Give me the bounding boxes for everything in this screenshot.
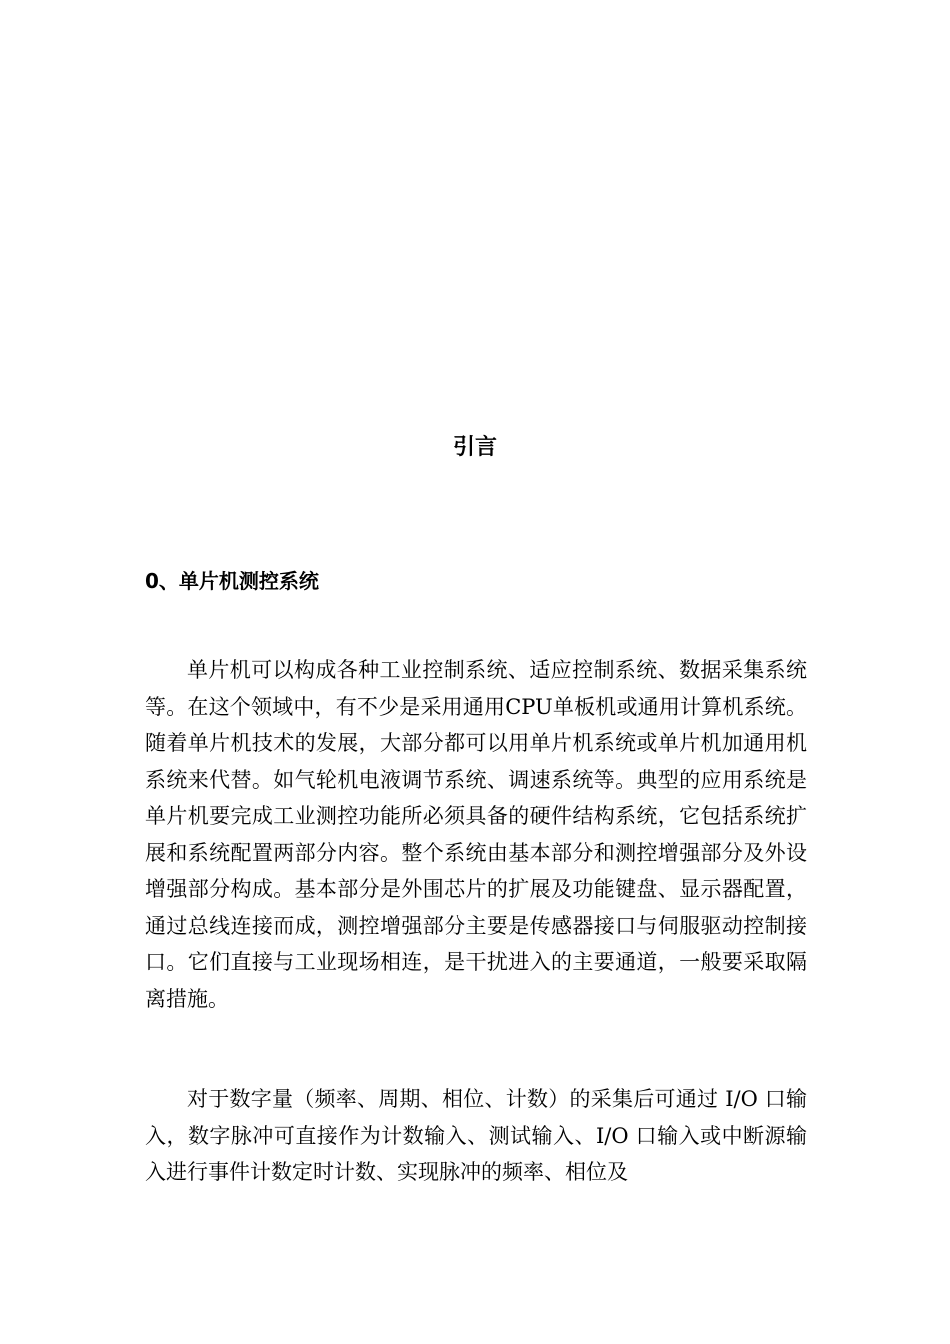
body-paragraph: 单片机可以构成各种工业控制系统、适应控制系统、数据采集系统等。在这个领域中，有不少是采用通用CPU单板机或通用计算机系统。随着单片机技术的发展，大部分都可以用单片机系统或单片机加通用机系统来代替。如气轮机电液调节系统、调速系统等。典型的应用系统是单片机要完成工业测控功能所必须具备的硬件结构系统，它包括系统扩展和系统配置两部分内容。整个系统由基本部分和测控增强部分及外设增强部分构成。基本部分是外围芯片的扩展及功能键盘、显示器配置，通过总线连接而成，测控增强部分主要是传感器接口与伺服驱动控制接口。它们直接与工业现场相连，是干扰进入的主要通道，一般要采取隔离措施。: [145, 658, 807, 1011]
body-paragraph: 对于数字量（频率、周期、相位、计数）的采集后可通过 I/O 口输入，数字脉冲可直接作为计数输入、测试输入、I/O 口输入或中断源输入进行事件计数定时计数、实现脉冲的频率、相位及: [145, 1087, 807, 1184]
page-title: 引言: [452, 435, 497, 460]
section-heading: 0、单片机测控系统: [145, 569, 319, 593]
